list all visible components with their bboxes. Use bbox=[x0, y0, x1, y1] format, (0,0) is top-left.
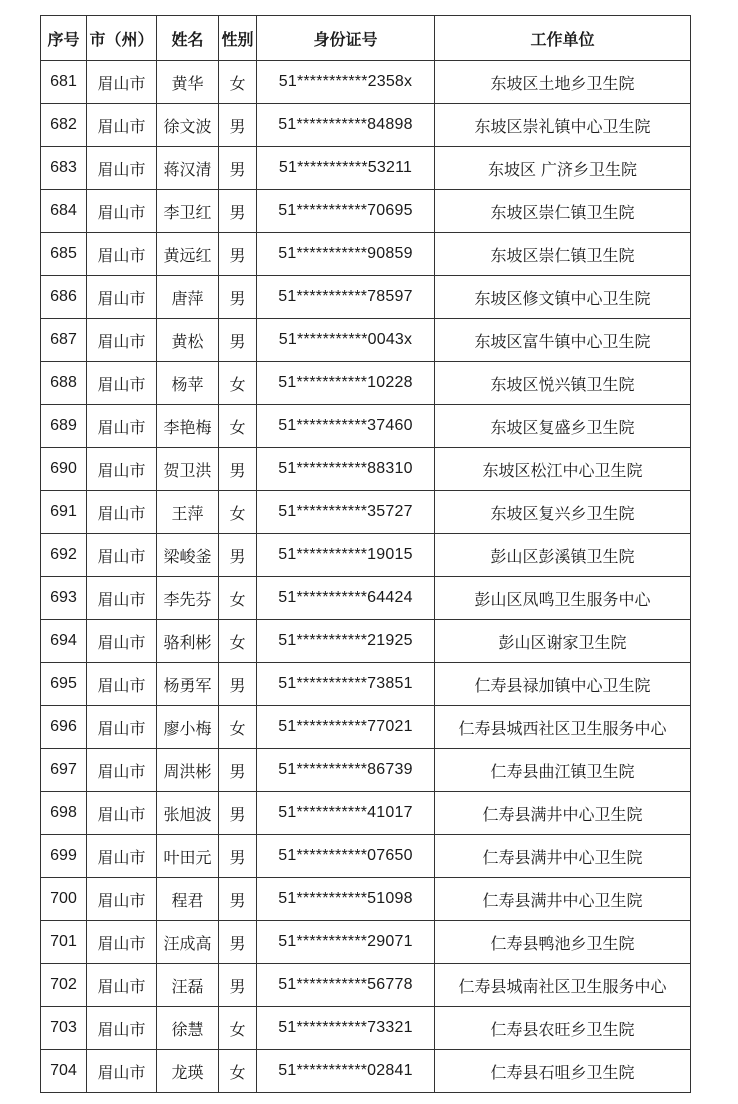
cell-name: 汪成高 bbox=[157, 921, 219, 964]
cell-city: 眉山市 bbox=[87, 405, 157, 448]
cell-name: 张旭波 bbox=[157, 792, 219, 835]
cell-id-number: 51***********19015 bbox=[257, 534, 435, 577]
cell-id-number: 51***********21925 bbox=[257, 620, 435, 663]
header-city: 市（州） bbox=[87, 16, 157, 61]
cell-serial: 699 bbox=[41, 835, 87, 878]
cell-id-number: 51***********73321 bbox=[257, 1007, 435, 1050]
cell-workplace: 彭山区彭溪镇卫生院 bbox=[435, 534, 691, 577]
cell-id-number: 51***********35727 bbox=[257, 491, 435, 534]
cell-city: 眉山市 bbox=[87, 663, 157, 706]
cell-id-number: 51***********10228 bbox=[257, 362, 435, 405]
cell-workplace: 东坡区富牛镇中心卫生院 bbox=[435, 319, 691, 362]
table-row bbox=[41, 405, 691, 448]
cell-gender: 女 bbox=[219, 577, 257, 620]
table-row bbox=[41, 276, 691, 319]
table-row bbox=[41, 104, 691, 147]
cell-name: 汪磊 bbox=[157, 964, 219, 1007]
table-row bbox=[41, 749, 691, 792]
cell-gender: 男 bbox=[219, 921, 257, 964]
cell-city: 眉山市 bbox=[87, 1050, 157, 1093]
cell-serial: 702 bbox=[41, 964, 87, 1007]
header-name: 姓名 bbox=[157, 16, 219, 61]
cell-id-number: 51***********90859 bbox=[257, 233, 435, 276]
cell-id-number: 51***********07650 bbox=[257, 835, 435, 878]
table-row bbox=[41, 1007, 691, 1050]
table-row bbox=[41, 921, 691, 964]
cell-serial: 686 bbox=[41, 276, 87, 319]
cell-serial: 692 bbox=[41, 534, 87, 577]
cell-city: 眉山市 bbox=[87, 749, 157, 792]
cell-city: 眉山市 bbox=[87, 147, 157, 190]
cell-workplace: 东坡区崇仁镇卫生院 bbox=[435, 190, 691, 233]
table-row bbox=[41, 61, 691, 104]
cell-gender: 女 bbox=[219, 405, 257, 448]
cell-workplace: 仁寿县石咀乡卫生院 bbox=[435, 1050, 691, 1093]
cell-serial: 704 bbox=[41, 1050, 87, 1093]
cell-name: 李卫红 bbox=[157, 190, 219, 233]
cell-workplace: 仁寿县满井中心卫生院 bbox=[435, 878, 691, 921]
cell-name: 程君 bbox=[157, 878, 219, 921]
cell-serial: 687 bbox=[41, 319, 87, 362]
cell-workplace: 东坡区 广济乡卫生院 bbox=[435, 147, 691, 190]
cell-city: 眉山市 bbox=[87, 276, 157, 319]
cell-name: 徐慧 bbox=[157, 1007, 219, 1050]
cell-id-number: 51***********53211 bbox=[257, 147, 435, 190]
cell-gender: 男 bbox=[219, 835, 257, 878]
cell-id-number: 51***********86739 bbox=[257, 749, 435, 792]
cell-id-number: 51***********88310 bbox=[257, 448, 435, 491]
table-row bbox=[41, 663, 691, 706]
cell-gender: 男 bbox=[219, 448, 257, 491]
cell-id-number: 51***********37460 bbox=[257, 405, 435, 448]
cell-gender: 男 bbox=[219, 663, 257, 706]
cell-gender: 男 bbox=[219, 233, 257, 276]
cell-serial: 691 bbox=[41, 491, 87, 534]
cell-city: 眉山市 bbox=[87, 577, 157, 620]
table-row bbox=[41, 878, 691, 921]
cell-name: 骆利彬 bbox=[157, 620, 219, 663]
table-row bbox=[41, 1050, 691, 1093]
cell-workplace: 彭山区谢家卫生院 bbox=[435, 620, 691, 663]
table-row bbox=[41, 233, 691, 276]
cell-serial: 688 bbox=[41, 362, 87, 405]
cell-serial: 683 bbox=[41, 147, 87, 190]
cell-name: 李艳梅 bbox=[157, 405, 219, 448]
cell-gender: 男 bbox=[219, 319, 257, 362]
cell-name: 李先芬 bbox=[157, 577, 219, 620]
table-row bbox=[41, 448, 691, 491]
cell-gender: 女 bbox=[219, 706, 257, 749]
table-row bbox=[41, 362, 691, 405]
cell-serial: 693 bbox=[41, 577, 87, 620]
table-row bbox=[41, 147, 691, 190]
cell-city: 眉山市 bbox=[87, 964, 157, 1007]
cell-serial: 701 bbox=[41, 921, 87, 964]
table-row bbox=[41, 964, 691, 1007]
cell-workplace: 仁寿县禄加镇中心卫生院 bbox=[435, 663, 691, 706]
cell-gender: 男 bbox=[219, 147, 257, 190]
cell-name: 廖小梅 bbox=[157, 706, 219, 749]
cell-gender: 女 bbox=[219, 61, 257, 104]
cell-id-number: 51***********78597 bbox=[257, 276, 435, 319]
cell-gender: 女 bbox=[219, 362, 257, 405]
cell-serial: 700 bbox=[41, 878, 87, 921]
cell-gender: 女 bbox=[219, 1050, 257, 1093]
cell-serial: 689 bbox=[41, 405, 87, 448]
cell-workplace: 仁寿县满井中心卫生院 bbox=[435, 835, 691, 878]
cell-city: 眉山市 bbox=[87, 534, 157, 577]
cell-name: 周洪彬 bbox=[157, 749, 219, 792]
cell-gender: 男 bbox=[219, 104, 257, 147]
cell-id-number: 51***********77021 bbox=[257, 706, 435, 749]
cell-workplace: 仁寿县城南社区卫生服务中心 bbox=[435, 964, 691, 1007]
table-row bbox=[41, 835, 691, 878]
cell-id-number: 51***********41017 bbox=[257, 792, 435, 835]
cell-gender: 男 bbox=[219, 878, 257, 921]
cell-id-number: 51***********2358x bbox=[257, 61, 435, 104]
cell-city: 眉山市 bbox=[87, 878, 157, 921]
header-gender: 性别 bbox=[219, 16, 257, 61]
cell-id-number: 51***********51098 bbox=[257, 878, 435, 921]
cell-workplace: 东坡区崇礼镇中心卫生院 bbox=[435, 104, 691, 147]
cell-city: 眉山市 bbox=[87, 362, 157, 405]
table-row bbox=[41, 190, 691, 233]
cell-workplace: 东坡区土地乡卫生院 bbox=[435, 61, 691, 104]
cell-gender: 女 bbox=[219, 1007, 257, 1050]
header-id-number: 身份证号 bbox=[257, 16, 435, 61]
cell-workplace: 仁寿县鸭池乡卫生院 bbox=[435, 921, 691, 964]
personnel-table bbox=[40, 15, 691, 1093]
cell-city: 眉山市 bbox=[87, 792, 157, 835]
cell-name: 杨苹 bbox=[157, 362, 219, 405]
cell-id-number: 51***********56778 bbox=[257, 964, 435, 1007]
cell-gender: 男 bbox=[219, 276, 257, 319]
cell-name: 王萍 bbox=[157, 491, 219, 534]
cell-city: 眉山市 bbox=[87, 448, 157, 491]
cell-workplace: 东坡区悦兴镇卫生院 bbox=[435, 362, 691, 405]
cell-serial: 682 bbox=[41, 104, 87, 147]
cell-name: 杨勇军 bbox=[157, 663, 219, 706]
cell-id-number: 51***********73851 bbox=[257, 663, 435, 706]
cell-serial: 681 bbox=[41, 61, 87, 104]
cell-workplace: 仁寿县曲江镇卫生院 bbox=[435, 749, 691, 792]
cell-workplace: 东坡区复盛乡卫生院 bbox=[435, 405, 691, 448]
cell-gender: 男 bbox=[219, 792, 257, 835]
cell-city: 眉山市 bbox=[87, 620, 157, 663]
cell-serial: 685 bbox=[41, 233, 87, 276]
cell-workplace: 东坡区崇仁镇卫生院 bbox=[435, 233, 691, 276]
cell-serial: 696 bbox=[41, 706, 87, 749]
table-row bbox=[41, 319, 691, 362]
cell-name: 梁峻釜 bbox=[157, 534, 219, 577]
cell-serial: 698 bbox=[41, 792, 87, 835]
cell-gender: 女 bbox=[219, 491, 257, 534]
table-row bbox=[41, 491, 691, 534]
cell-name: 徐文波 bbox=[157, 104, 219, 147]
cell-workplace: 东坡区复兴乡卫生院 bbox=[435, 491, 691, 534]
cell-serial: 694 bbox=[41, 620, 87, 663]
cell-city: 眉山市 bbox=[87, 104, 157, 147]
table-header-row bbox=[41, 16, 691, 61]
cell-id-number: 51***********29071 bbox=[257, 921, 435, 964]
cell-id-number: 51***********64424 bbox=[257, 577, 435, 620]
cell-id-number: 51***********84898 bbox=[257, 104, 435, 147]
table-row bbox=[41, 706, 691, 749]
cell-serial: 703 bbox=[41, 1007, 87, 1050]
cell-workplace: 东坡区松江中心卫生院 bbox=[435, 448, 691, 491]
cell-city: 眉山市 bbox=[87, 835, 157, 878]
cell-name: 蒋汉清 bbox=[157, 147, 219, 190]
table-row bbox=[41, 620, 691, 663]
cell-name: 龙瑛 bbox=[157, 1050, 219, 1093]
table-body bbox=[41, 61, 691, 1093]
cell-city: 眉山市 bbox=[87, 491, 157, 534]
cell-workplace: 仁寿县农旺乡卫生院 bbox=[435, 1007, 691, 1050]
cell-gender: 男 bbox=[219, 190, 257, 233]
cell-name: 黄松 bbox=[157, 319, 219, 362]
cell-serial: 690 bbox=[41, 448, 87, 491]
cell-city: 眉山市 bbox=[87, 61, 157, 104]
cell-gender: 男 bbox=[219, 964, 257, 1007]
cell-name: 叶田元 bbox=[157, 835, 219, 878]
table-row bbox=[41, 792, 691, 835]
table-row bbox=[41, 534, 691, 577]
cell-city: 眉山市 bbox=[87, 921, 157, 964]
cell-serial: 697 bbox=[41, 749, 87, 792]
cell-workplace: 仁寿县城西社区卫生服务中心 bbox=[435, 706, 691, 749]
cell-serial: 684 bbox=[41, 190, 87, 233]
header-workplace: 工作单位 bbox=[435, 16, 691, 61]
cell-name: 黄远红 bbox=[157, 233, 219, 276]
cell-city: 眉山市 bbox=[87, 1007, 157, 1050]
cell-gender: 男 bbox=[219, 534, 257, 577]
cell-name: 贺卫洪 bbox=[157, 448, 219, 491]
cell-id-number: 51***********70695 bbox=[257, 190, 435, 233]
header-serial: 序号 bbox=[41, 16, 87, 61]
cell-workplace: 东坡区修文镇中心卫生院 bbox=[435, 276, 691, 319]
cell-city: 眉山市 bbox=[87, 190, 157, 233]
cell-name: 唐萍 bbox=[157, 276, 219, 319]
cell-workplace: 仁寿县满井中心卫生院 bbox=[435, 792, 691, 835]
cell-id-number: 51***********02841 bbox=[257, 1050, 435, 1093]
cell-id-number: 51***********0043x bbox=[257, 319, 435, 362]
cell-gender: 女 bbox=[219, 620, 257, 663]
cell-gender: 男 bbox=[219, 749, 257, 792]
cell-city: 眉山市 bbox=[87, 706, 157, 749]
cell-workplace: 彭山区凤鸣卫生服务中心 bbox=[435, 577, 691, 620]
table-row bbox=[41, 577, 691, 620]
cell-serial: 695 bbox=[41, 663, 87, 706]
cell-city: 眉山市 bbox=[87, 233, 157, 276]
cell-city: 眉山市 bbox=[87, 319, 157, 362]
cell-name: 黄华 bbox=[157, 61, 219, 104]
